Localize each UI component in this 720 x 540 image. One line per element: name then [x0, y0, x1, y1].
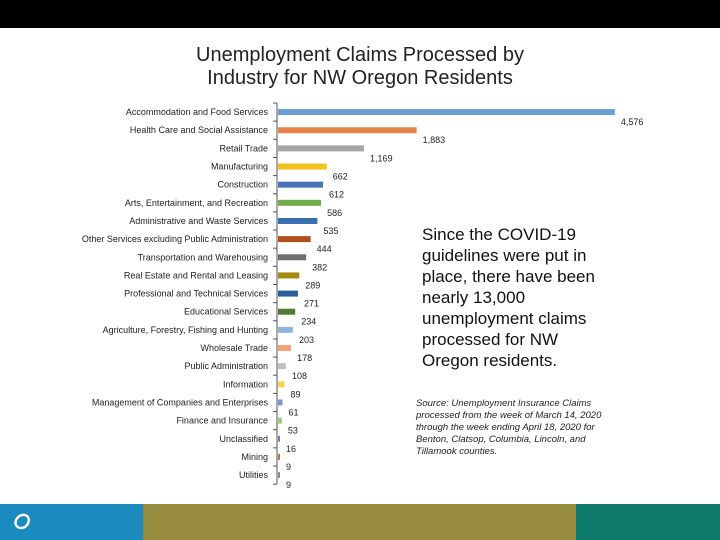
bar [278, 418, 282, 424]
bar [278, 291, 298, 297]
callout-line: Since the COVID-19 [422, 225, 577, 244]
category-label: Construction [217, 179, 268, 190]
category-label: Management of Companies and Enterprises [91, 397, 268, 408]
category-label: Unclassified [219, 433, 268, 444]
callout-line: guidelines were put in [422, 246, 587, 265]
bar [278, 345, 291, 351]
value-label: 662 [332, 171, 348, 182]
category-label: Wholesale Trade [200, 343, 268, 354]
category-label: Information [222, 379, 268, 390]
category-label: Transportation and Warehousing [137, 252, 268, 263]
footer-right-segment [576, 504, 720, 540]
bar [278, 236, 311, 242]
category-label: Educational Services [183, 306, 268, 317]
category-label: Health Care and Social Assistance [129, 125, 268, 136]
callout-text [422, 224, 682, 371]
value-label: 289 [305, 280, 321, 291]
source-line: Tillamook counties. [416, 446, 498, 457]
value-label: 178 [297, 353, 313, 364]
bar [278, 327, 293, 333]
bar [278, 454, 280, 460]
value-label: 203 [298, 334, 314, 345]
bar [278, 309, 295, 315]
bar [278, 164, 327, 170]
value-label: 9 [286, 461, 292, 472]
bar [278, 399, 282, 405]
value-label: 234 [301, 316, 317, 327]
bar [278, 182, 323, 188]
category-label: Accommodation and Food Services [125, 107, 268, 118]
value-label: 1,883 [422, 135, 446, 146]
category-label: Retail Trade [219, 143, 268, 154]
value-label: 1,169 [370, 153, 393, 164]
value-label: 382 [312, 262, 328, 273]
value-label: 444 [316, 244, 332, 255]
category-label: Arts, Entertainment, and Recreation [124, 197, 268, 208]
category-label: Professional and Technical Services [124, 288, 268, 299]
callout-line: nearly 13,000 [422, 288, 526, 307]
bar [278, 218, 317, 224]
category-label: Mining [241, 451, 268, 462]
category-label: Public Administration [184, 361, 268, 372]
bar [278, 127, 417, 133]
source-line: Benton, Clatsop, Columbia, Lincoln, and [416, 434, 586, 445]
bar [278, 272, 299, 278]
value-label: 108 [291, 371, 307, 382]
source-line: Source: Unemployment Insurance Claims [416, 398, 592, 409]
category-label: Finance and Insurance [176, 415, 268, 426]
bar [278, 363, 286, 369]
callout-line: unemployment claims [422, 309, 587, 328]
value-label: 9 [286, 480, 292, 491]
category-label: Other Services excluding Public Administration [81, 234, 268, 245]
value-label: 53 [287, 425, 298, 436]
value-label: 61 [288, 407, 299, 418]
category-label: Agriculture, Forestry, Fishing and Hunting [102, 324, 268, 335]
value-label: 586 [327, 207, 343, 218]
value-label: 535 [323, 225, 339, 236]
value-label: 16 [286, 443, 297, 454]
source-line: processed from the week of March 14, 2020 [416, 410, 602, 421]
bar [278, 145, 364, 151]
chart-title-line-2: Industry for NW Oregon Residents [207, 67, 513, 89]
callout-line: place, there have been [422, 267, 595, 286]
category-label: Manufacturing [210, 161, 268, 172]
value-label: 89 [290, 389, 301, 400]
bar [278, 381, 285, 387]
callout-line: Oregon residents. [422, 351, 558, 370]
bar [278, 254, 306, 260]
value-label: 612 [329, 189, 345, 200]
value-label: 271 [303, 298, 319, 309]
category-label: Real Estate and Rental and Leasing [123, 270, 268, 281]
source-line: through the week ending April 18, 2020 for [416, 422, 595, 433]
category-label: Utilities [238, 470, 268, 481]
footer-bar [0, 504, 720, 540]
oregon-logo-icon [10, 510, 34, 534]
category-label: Administrative and Waste Services [129, 215, 268, 226]
footer-left-segment [0, 504, 143, 540]
source-note [416, 398, 656, 458]
callout-line: processed for NW [422, 330, 559, 349]
footer-middle-segment [143, 504, 576, 540]
bar [278, 472, 280, 478]
bar [278, 109, 615, 115]
chart-title-line-1: Unemployment Claims Processed by [196, 44, 524, 66]
bar [278, 436, 280, 442]
bar [278, 200, 321, 206]
value-label: 4,576 [620, 117, 644, 128]
